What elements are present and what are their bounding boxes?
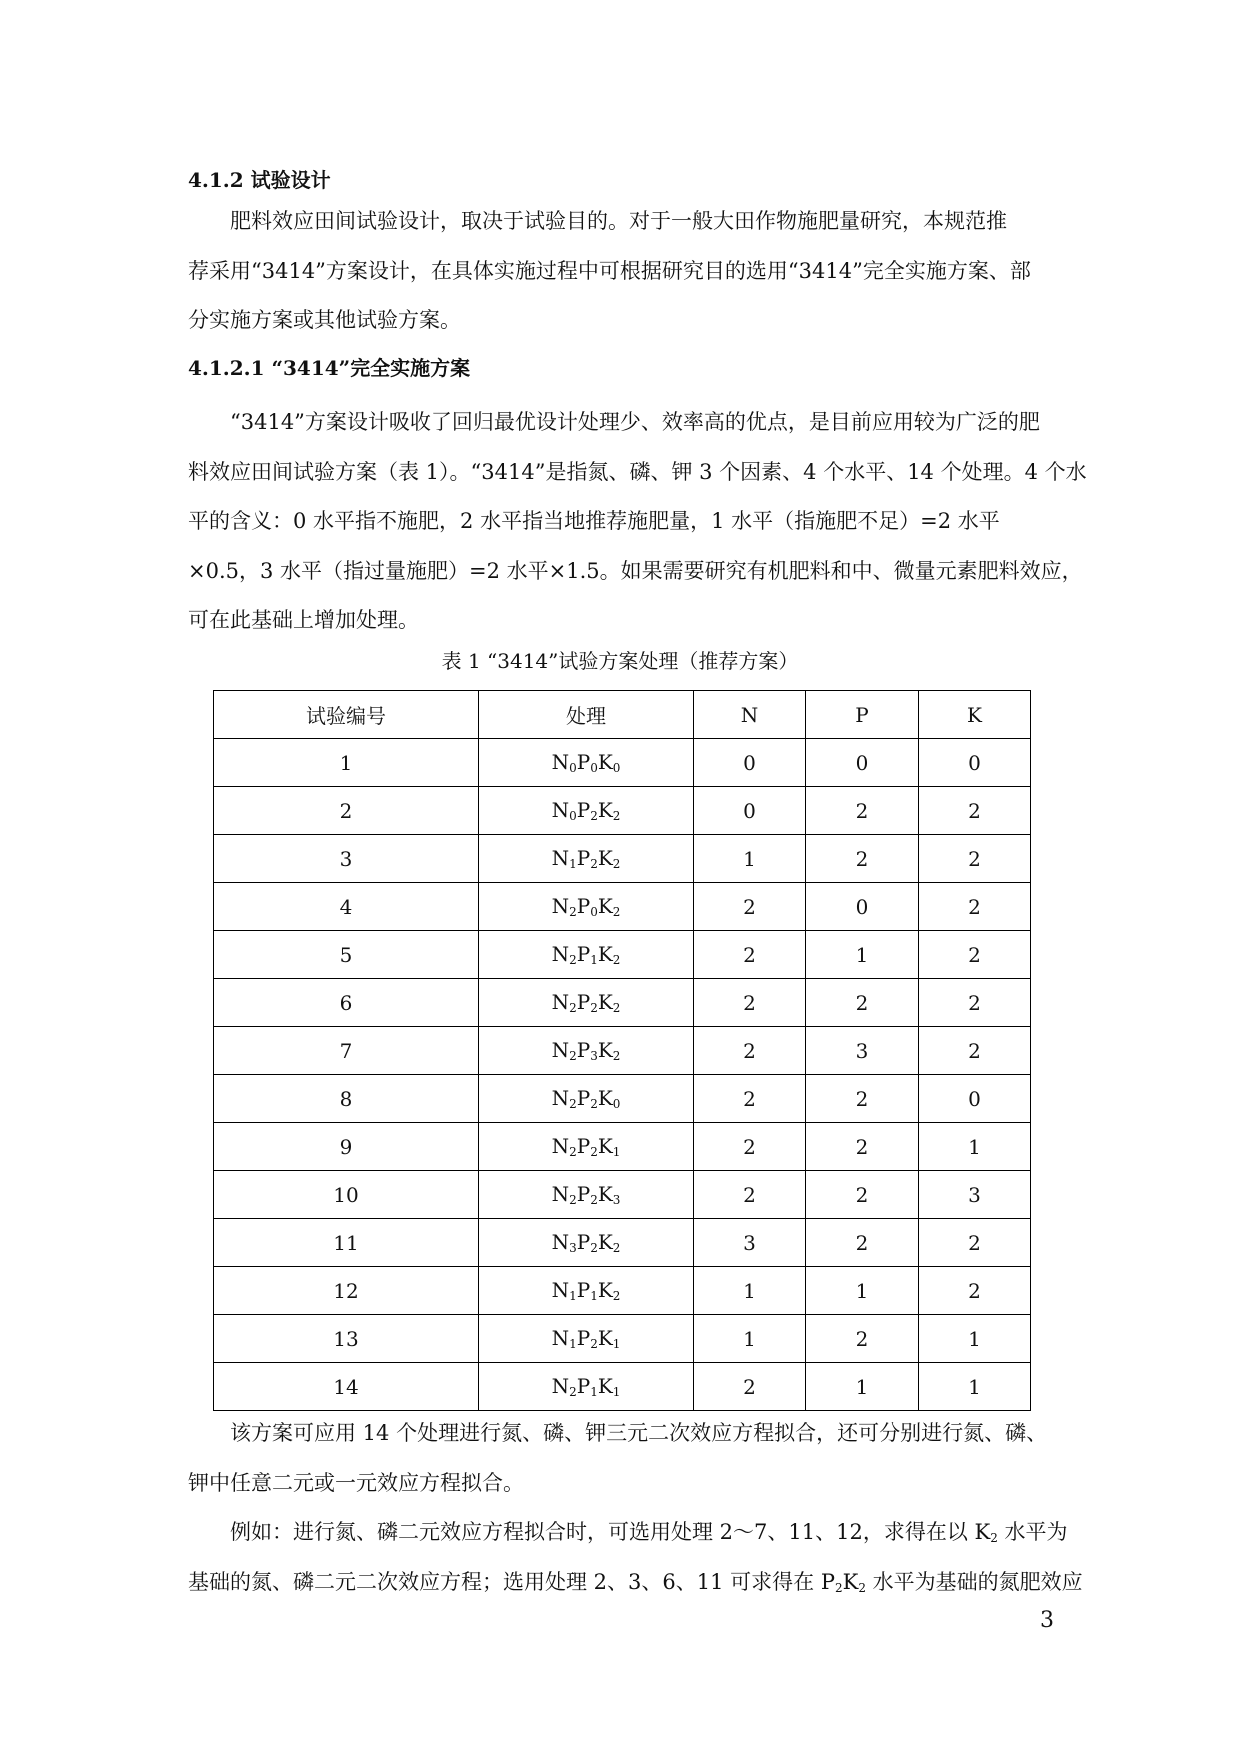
cell-trial-no: 1 (214, 739, 479, 787)
cell-n: 2 (694, 1363, 806, 1411)
subsection-heading: 4.1.2.1 “3414”完全实施方案 (188, 356, 471, 380)
cell-trial-no: 11 (214, 1219, 479, 1267)
col-header-k: K (919, 691, 1031, 739)
paragraph-line: 可在此基础上增加处理。 (188, 608, 419, 632)
cell-treatment: $N_2P_0K_2$ (479, 883, 694, 931)
page-number: 3 (1040, 1608, 1054, 1633)
col-header-n: N (694, 691, 806, 739)
cell-treatment: $N_2P_3K_2$ (479, 1027, 694, 1075)
cell-treatment: $N_1P_2K_1$ (479, 1315, 694, 1363)
cell-p: 2 (806, 1171, 919, 1219)
cell-p: 0 (806, 739, 919, 787)
cell-p: 2 (806, 1219, 919, 1267)
cell-n: 0 (694, 739, 806, 787)
cell-n: 1 (694, 1267, 806, 1315)
cell-n: 2 (694, 1171, 806, 1219)
cell-n: 2 (694, 883, 806, 931)
cell-treatment: $N_2P_1K_1$ (479, 1363, 694, 1411)
cell-k: 2 (919, 1027, 1031, 1075)
cell-n: 2 (694, 1027, 806, 1075)
paragraph-line: 肥料效应田间试验设计，取决于试验目的。对于一般大田作物施肥量研究，本规范推 (230, 209, 1007, 233)
paragraph-line: 例如：进行氮、磷二元效应方程拟合时，可选用处理 2～7、11、12，求得在以 $K_2$ 水平为 (230, 1520, 1068, 1545)
cell-trial-no: 7 (214, 1027, 479, 1075)
intro-paragraph (188, 197, 1058, 346)
paragraph-line: 平的含义：0 水平指不施肥，2 水平指当地推荐施肥量，1 水平（指施肥不足）=2 水平 (188, 509, 1000, 533)
cell-treatment: $N_2P_1K_2$ (479, 931, 694, 979)
paragraph-line: 钾中任意二元或一元效应方程拟合。 (188, 1470, 524, 1495)
table-row (214, 1027, 1031, 1075)
cell-p: 1 (806, 1363, 919, 1411)
cell-trial-no: 4 (214, 883, 479, 931)
cell-n: 0 (694, 787, 806, 835)
cell-p: 2 (806, 835, 919, 883)
cell-treatment: $N_3P_2K_2$ (479, 1219, 694, 1267)
table-row (214, 1171, 1031, 1219)
paragraph-line: 分实施方案或其他试验方案。 (188, 308, 461, 332)
cell-trial-no: 8 (214, 1075, 479, 1123)
cell-p: 2 (806, 1315, 919, 1363)
cell-k: 2 (919, 1219, 1031, 1267)
description-paragraph (188, 398, 1087, 646)
table-row (214, 979, 1031, 1027)
paragraph-line: 料效应田间试验方案（表 1）。“3414”是指氮、磷、钾 3 个因素、4 个水平、14 个处理。4 个水 (188, 459, 1087, 484)
cell-trial-no: 3 (214, 835, 479, 883)
table-header-row (214, 691, 1031, 739)
cell-k: 2 (919, 835, 1031, 883)
cell-treatment: $N_2P_2K_0$ (479, 1075, 694, 1123)
cell-treatment: $N_0P_0K_0$ (479, 739, 694, 787)
cell-n: 3 (694, 1219, 806, 1267)
paragraph-line: 基础的氮、磷二元二次效应方程；选用处理 2、3、6、11 可求得在 $P_2K_2$ 水平为基础的氮肥效应 (188, 1569, 1083, 1595)
cell-trial-no: 10 (214, 1171, 479, 1219)
cell-treatment: $N_1P_2K_2$ (479, 835, 694, 883)
table-row (214, 739, 1031, 787)
cell-k: 2 (919, 883, 1031, 931)
cell-n: 1 (694, 1315, 806, 1363)
paragraph-line: ×0.5，3 水平（指过量施肥）=2 水平×1.5。如果需要研究有机肥料和中、微量元素肥料效应， (188, 558, 1083, 583)
table-row (214, 1267, 1031, 1315)
table-row (214, 1315, 1031, 1363)
treatment-table (213, 690, 1031, 1411)
cell-trial-no: 12 (214, 1267, 479, 1315)
cell-trial-no: 2 (214, 787, 479, 835)
col-header-p: P (806, 691, 919, 739)
col-header-treatment: 处理 (479, 691, 694, 739)
cell-k: 0 (919, 739, 1031, 787)
cell-p: 3 (806, 1027, 919, 1075)
col-header-trial-no: 试验编号 (214, 691, 479, 739)
application-paragraph (188, 1409, 1058, 1508)
cell-n: 2 (694, 979, 806, 1027)
table-row (214, 931, 1031, 979)
cell-p: 0 (806, 883, 919, 931)
cell-trial-no: 5 (214, 931, 479, 979)
paragraph-line: 荐采用“3414”方案设计，在具体实施过程中可根据研究目的选用“3414”完全实施方案、部 (188, 258, 1031, 283)
table-row (214, 787, 1031, 835)
cell-n: 2 (694, 931, 806, 979)
cell-n: 2 (694, 1075, 806, 1123)
table-row (214, 1363, 1031, 1411)
cell-p: 2 (806, 1075, 919, 1123)
cell-k: 0 (919, 1075, 1031, 1123)
paragraph-line: 该方案可应用 14 个处理进行氮、磷、钾三元二次效应方程拟合，还可分别进行氮、磷、 (230, 1421, 1048, 1445)
cell-treatment: $N_2P_2K_1$ (479, 1123, 694, 1171)
cell-n: 1 (694, 835, 806, 883)
cell-trial-no: 9 (214, 1123, 479, 1171)
cell-k: 1 (919, 1123, 1031, 1171)
cell-k: 1 (919, 1315, 1031, 1363)
cell-treatment: $N_1P_1K_2$ (479, 1267, 694, 1315)
cell-p: 2 (806, 787, 919, 835)
cell-k: 2 (919, 1267, 1031, 1315)
cell-k: 2 (919, 787, 1031, 835)
cell-trial-no: 14 (214, 1363, 479, 1411)
cell-treatment: $N_2P_2K_2$ (479, 979, 694, 1027)
table-row (214, 1123, 1031, 1171)
cell-trial-no: 6 (214, 979, 479, 1027)
cell-n: 2 (694, 1123, 806, 1171)
cell-trial-no: 13 (214, 1315, 479, 1363)
cell-k: 2 (919, 979, 1031, 1027)
example-paragraph (188, 1508, 1083, 1607)
cell-k: 3 (919, 1171, 1031, 1219)
cell-k: 1 (919, 1363, 1031, 1411)
cell-p: 1 (806, 1267, 919, 1315)
cell-k: 2 (919, 931, 1031, 979)
cell-p: 1 (806, 931, 919, 979)
cell-treatment: $N_2P_2K_3$ (479, 1171, 694, 1219)
table-row (214, 1219, 1031, 1267)
table-caption: 表 1 “3414”试验方案处理（推荐方案） (441, 649, 799, 673)
table-row (214, 883, 1031, 931)
cell-treatment: $N_0P_2K_2$ (479, 787, 694, 835)
table-row (214, 1075, 1031, 1123)
cell-p: 2 (806, 979, 919, 1027)
table-row (214, 835, 1031, 883)
section-heading: 4.1.2 试验设计 (188, 168, 331, 192)
cell-p: 2 (806, 1123, 919, 1171)
paragraph-line: “3414”方案设计吸收了回归最优设计处理少、效率高的优点，是目前应用较为广泛的肥 (230, 410, 1040, 434)
